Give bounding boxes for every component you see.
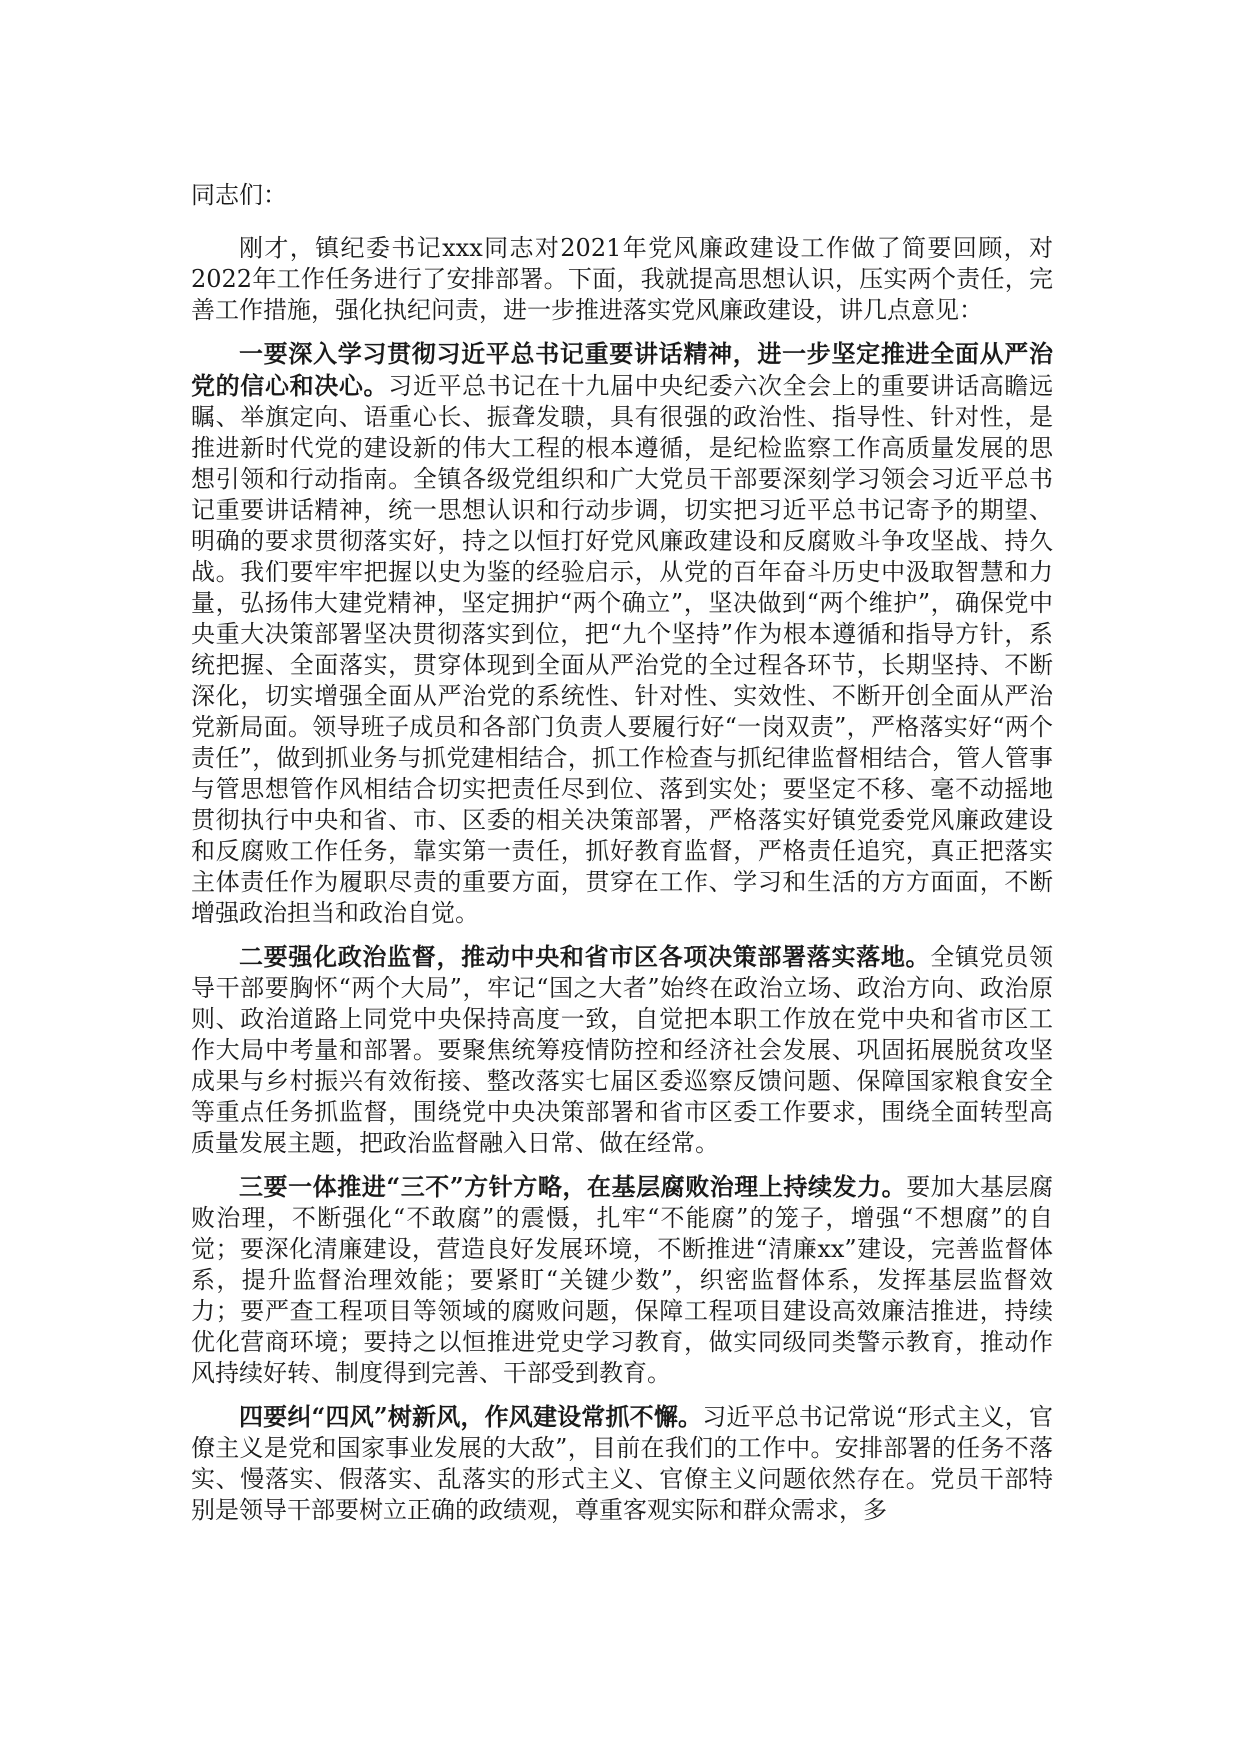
section-2-body: 全镇党员领导干部要胸怀“两个大局”，牢记“国之大者”始终在政治立场、政治方向、政治原则、政治道路上同党中央保持高度一致，自觉把本职工作放在党中央和省市区工作大局中考量和部署。要聚焦统筹疫情防控和经济社会发展、巩固拓展脱贫攻坚成果与乡村振兴有效衔接、整改落实七届区委巡察反馈问题、保障国家粮食安全等重点任务抓监督，围绕党中央决策部署和省市区委工作要求，围绕全面转型高质量发展主题，把政治监督融入日常、做在经常。	[191, 943, 1053, 1157]
section-1-body: 习近平总书记在十九届中央纪委六次全会上的重要讲话高瞻远瞩、举旗定向、语重心长、振聋发聩，具有很强的政治性、指导性、针对性，是推进新时代党的建设新的伟大工程的根本遵循，是纪检监察工作高质量发展的思想引领和行动指南。全镇各级党组织和广大党员干部要深刻学习领会习近平总书记重要讲话精神，统一思想认识和行动步调，切实把习近平总书记寄予的期望、明确的要求贯彻落实好，持之以恒打好党风廉政建设和反腐败斗争攻坚战、持久战。我们要牢牢把握以史为鉴的经验启示，从党的百年奋斗历史中汲取智慧和力量，弘扬伟大建党精神，坚定拥护“两个确立”，坚决做到“两个维护”，确保党中央重大决策部署坚决贯彻落实到位，把“九个坚持”作为根本遵循和指导方针，系统把握、全面落实，贯穿体现到全面从严治党的全过程各环节，长期坚持、不断深化，切实增强全面从严治党的系统性、针对性、实效性、不断开创全面从严治党新局面。领导班子成员和各部门负责人要履行好“一岗双责”，严格落实好“两个责任”，做到抓业务与抓党建相结合，抓工作检查与抓纪律监督相结合，管人管事与管思想管作风相结合切实把责任尽到位、落到实处；要坚定不移、毫不动摇地贯彻执行中央和省、市、区委的相关决策部署，严格落实好镇党委党风廉政建设和反腐败工作任务，靠实第一责任，抓好教育监督，严格责任追究，真正把落实主体责任作为履职尽责的重要方面，贯穿在工作、学习和生活的方方面面，不断增强政治担当和政治自觉。	[191, 372, 1054, 927]
section-4-heading: 四要纠“四风”树新风，作风建设常抓不懈。	[239, 1402, 703, 1431]
section-3-heading: 三要一体推进“三不”方针方略，在基层腐败治理上持续发力。	[239, 1172, 907, 1201]
section-1-heading: 一要深入学习贯彻习近平总书记重要讲话精神，进一步坚定推进全面从严治党的信心和决心。	[191, 339, 1053, 400]
section-4-body: 习近平总书记常说“形式主义，官僚主义是党和国家事业发展的大敌”，目前在我们的工作中。安排部署的任务不落实、慢落实、假落实、乱落实的形式主义、官僚主义问题依然存在。党员干部特别是领导干部要树立正确的政绩观，尊重客观实际和群众需求，多	[191, 1403, 1053, 1524]
section-3-paragraph	[191, 1171, 1053, 1389]
section-2-heading: 二要强化政治监督，推动中央和省市区各项决策部署落实落地。	[239, 942, 931, 971]
section-3-body: 要加大基层腐败治理，不断强化“不敢腐”的震慑，扎牢“不能腐”的笼子，增强“不想腐”的自觉；要深化清廉建设，营造良好发展环境，不断推进“清廉xx”建设，完善监督体系，提升监督治理效能；要紧盯“关键少数”，织密监督体系，发挥基层监督效力；要严查工程项目等领域的腐败问题，保障工程项目建设高效廉洁推进，持续优化营商环境；要持之以恒推进党史学习教育，做实同级同类警示教育，推动作风持续好转、制度得到完善、干部受到教育。	[191, 1173, 1054, 1387]
document-body	[191, 180, 1053, 1538]
intro-paragraph: 刚才，镇纪委书记xxx同志对2021年党风廉政建设工作做了简要回顾，对2022年工作任务进行了安排部署。下面，我就提高思想认识，压实两个责任，完善工作措施，强化执纪问责，进一步推进落实党风廉政建设，讲几点意见：	[191, 234, 1053, 324]
section-1-paragraph	[191, 338, 1053, 929]
salutation: 同志们：	[191, 181, 287, 209]
section-2-paragraph	[191, 941, 1053, 1159]
section-4-paragraph	[191, 1401, 1053, 1526]
